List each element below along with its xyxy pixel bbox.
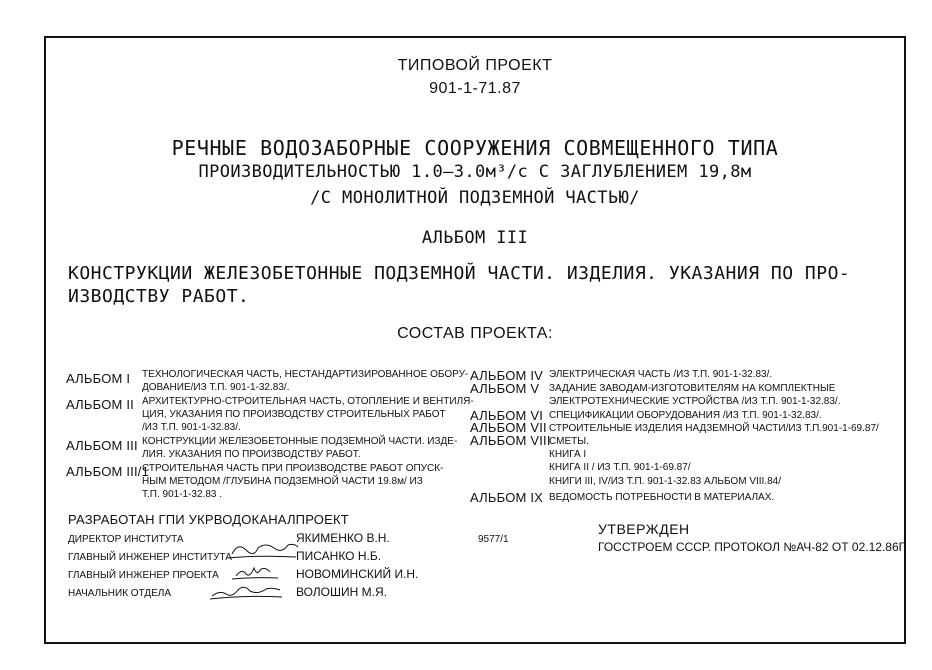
album-vi-line-1: СПЕЦИФИКАЦИИ ОБОРУДОВАНИЯ /ИЗ Т.П. 901-1-32.83/. bbox=[549, 410, 822, 421]
approval-details: ГОССТРОЕМ СССР. ПРОТОКОЛ №АЧ-82 ОТ 02.12.86Г. bbox=[598, 540, 908, 554]
approval-label: УТВЕРЖДЕН bbox=[598, 521, 690, 537]
album-viii-line-2: КНИГА I bbox=[549, 449, 587, 460]
album-viii-line-4: КНИГИ III, IV/ИЗ Т.П. 901-1-32.83 АЛЬБОМ VIII.84/ bbox=[549, 476, 782, 487]
album-iii-line-2: ЛИЯ. УКАЗАНИЯ ПО ПРОИЗВОДСТВУ РАБОТ. bbox=[142, 449, 361, 460]
album-viii-line-3: КНИГА II / ИЗ Т.П. 901-1-69.87/ bbox=[549, 462, 691, 473]
project-number: 901-1-71.87 bbox=[429, 80, 521, 97]
album-description-line-2: ИЗВОДСТВУ РАБОТ. bbox=[68, 286, 250, 307]
album-description-line-1: КОНСТРУКЦИИ ЖЕЛЕЗОБЕТОННЫЕ ПОДЗЕМНОЙ ЧАСТИ. ИЗДЕЛИЯ. УКАЗАНИЯ ПО ПРО- bbox=[68, 263, 851, 284]
signature-chief-engineer-institute bbox=[228, 544, 298, 558]
album-vii-label: АЛЬБОМ VII bbox=[470, 420, 547, 435]
album-ii-line-1: АРХИТЕКТУРНО-СТРОИТЕЛЬНАЯ ЧАСТЬ, ОТОПЛЕНИЕ И ВЕНТИЛЯ- bbox=[142, 396, 474, 407]
title-line-2: ПРОИЗВОДИТЕЛЬНОСТЬЮ 1.0—3.0м³/с С ЗАГЛУБЛЕНИЕМ 19,8м bbox=[198, 162, 752, 182]
developer-label: РАЗРАБОТАН ГПИ УКРВОДОКАНАЛПРОЕКТ bbox=[68, 512, 349, 527]
composition-heading: СОСТАВ ПРОЕКТА: bbox=[397, 325, 553, 342]
album-vi-label: АЛЬБОМ VI bbox=[470, 408, 544, 423]
album-ii-line-2: ЦИЯ, УКАЗАНИЯ ПО ПРОИЗВОДСТВУ СТРОИТЕЛЬНЫХ РАБОТ bbox=[142, 409, 446, 420]
album-v-line-2: ЭЛЕКТРОТЕХНИЧЕСКИЕ УСТРОЙСТВА /ИЗ Т.П. 901-1-32.83/. bbox=[549, 396, 841, 407]
album-i-label: АЛЬБОМ I bbox=[66, 371, 131, 386]
album-ii-line-3: /ИЗ Т.П. 901-1-32.83/. bbox=[142, 422, 241, 433]
signatory-name-4: ВОЛОШИН М.Я. bbox=[296, 585, 387, 599]
album-iii-line-1: КОНСТРУКЦИИ ЖЕЛЕЗОБЕТОННЫЕ ПОДЗЕМНОЙ ЧАСТИ. ИЗДЕ- bbox=[142, 436, 458, 447]
album-i-line-1: ТЕХНОЛОГИЧЕСКАЯ ЧАСТЬ, НЕСТАНДАРТИЗИРОВАННОЕ ОБОРУ- bbox=[142, 369, 469, 380]
album-viii-line-1: СМЕТЫ. bbox=[549, 436, 589, 447]
album-iii-1-label: АЛЬБОМ III/1 bbox=[66, 464, 150, 479]
signatory-role-3: ГЛАВНЫЙ ИНЖЕНЕР ПРОЕКТА bbox=[68, 570, 219, 581]
signatory-name-1: ЯКИМЕНКО В.Н. bbox=[296, 531, 390, 545]
signatory-role-2: ГЛАВНЫЙ ИНЖЕНЕР ИНСТИТУТА bbox=[68, 552, 232, 563]
album-vii-line-1: СТРОИТЕЛЬНЫЕ ИЗДЕЛИЯ НАДЗЕМНОЙ ЧАСТИ/ИЗ Т.П.901-1-69.87/ bbox=[549, 423, 879, 434]
signatory-name-3: НОВОМИНСКИЙ И.Н. bbox=[296, 567, 419, 581]
signatory-name-2: ПИСАНКО Н.Б. bbox=[296, 549, 382, 563]
stamp-number: 9577/1 bbox=[478, 534, 509, 545]
signatory-role-1: ДИРЕКТОР ИНСТИТУТА bbox=[68, 534, 184, 545]
album-v-line-1: ЗАДАНИЕ ЗАВОДАМ-ИЗГОТОВИТЕЛЯМ НА КОМПЛЕКТНЫЕ bbox=[549, 383, 836, 394]
project-type: ТИПОВОЙ ПРОЕКТ bbox=[397, 57, 553, 74]
album-iii-1-line-1: СТРОИТЕЛЬНАЯ ЧАСТЬ ПРИ ПРОИЗВОДСТВЕ РАБОТ ОПУСК- bbox=[142, 463, 444, 474]
album-viii-label: АЛЬБОМ VIII bbox=[470, 433, 551, 448]
album-iii-1-line-2: НЫМ МЕТОДОМ /ГЛУБИНА ПОДЗЕМНОЙ ЧАСТИ 19.8м/ ИЗ bbox=[142, 476, 423, 487]
signature-chief-engineer-project bbox=[232, 568, 278, 579]
album-iv-label: АЛЬБОМ IV bbox=[470, 368, 544, 383]
title-line-3: /С МОНОЛИТНОЙ ПОДЗЕМНОЙ ЧАСТЬЮ/ bbox=[310, 188, 640, 208]
album-ix-label: АЛЬБОМ IX bbox=[470, 490, 544, 505]
signatory-role-4: НАЧАЛЬНИК ОТДЕЛА bbox=[68, 588, 172, 599]
album-heading: АЛЬБОМ III bbox=[421, 228, 529, 248]
album-iii-1-line-3: Т.П. 901-1-32.83 . bbox=[142, 489, 223, 500]
album-i-line-2: ДОВАНИЕ/ИЗ Т.П. 901-1-32.83/. bbox=[142, 382, 290, 393]
album-v-label: АЛЬБОМ V bbox=[470, 381, 540, 396]
signature-department-head bbox=[210, 587, 282, 599]
drawing-sheet-frame bbox=[44, 36, 906, 644]
title-line-1: РЕЧНЫЕ ВОДОЗАБОРНЫЕ СООРУЖЕНИЯ СОВМЕЩЕННОГО ТИПА bbox=[171, 136, 779, 160]
album-ix-line-1: ВЕДОМОСТЬ ПОТРЕБНОСТИ В МАТЕРИАЛАХ. bbox=[549, 492, 775, 503]
album-iv-line-1: ЭЛЕКТРИЧЕСКАЯ ЧАСТЬ /ИЗ Т.П. 901-1-32.83/. bbox=[549, 369, 773, 380]
album-ii-label: АЛЬБОМ II bbox=[66, 397, 134, 412]
album-iii-label: АЛЬБОМ III bbox=[66, 438, 138, 453]
